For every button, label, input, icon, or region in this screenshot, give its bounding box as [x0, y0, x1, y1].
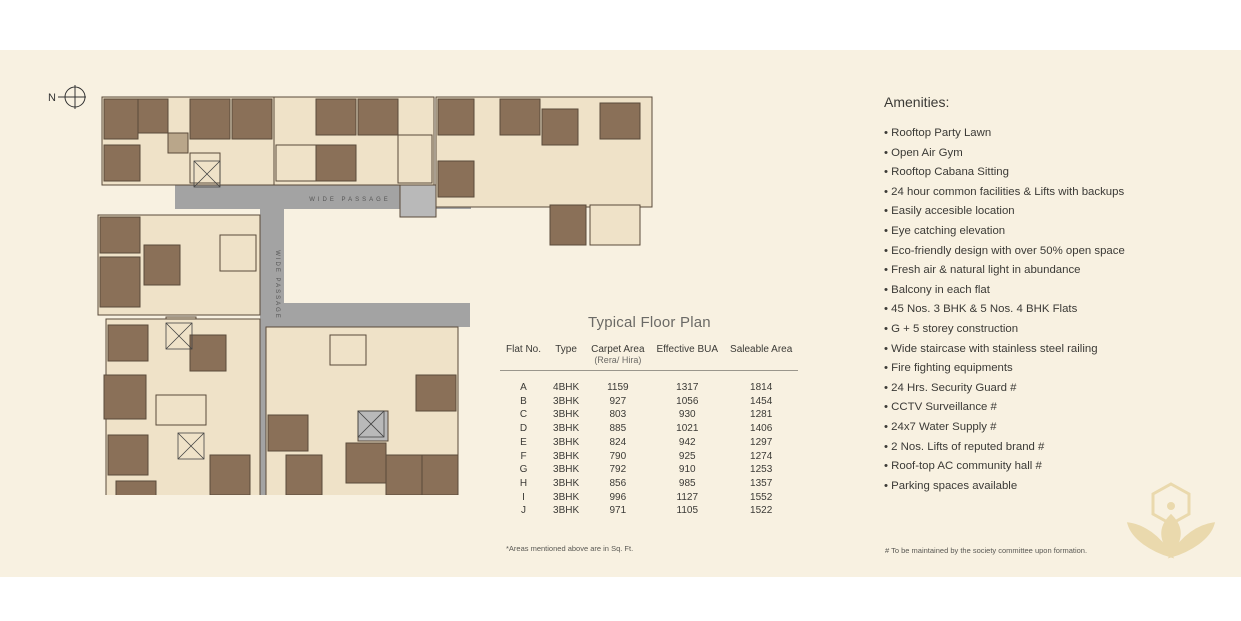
type-cell: 3BHK — [553, 395, 580, 407]
amenity-item: • Open Air Gym — [884, 144, 1125, 164]
corridor-label-vertical: WIDE PASSAGE — [274, 250, 280, 320]
table-header-row — [500, 342, 798, 371]
table-row — [500, 436, 798, 450]
amenity-item: • Rooftop Cabana Sitting — [884, 163, 1125, 183]
amenity-item: • Easily accesible location — [884, 202, 1125, 222]
carpet-area-cell: 856 — [609, 477, 627, 489]
flat-no-cell: B — [520, 395, 527, 407]
type-cell: 3BHK — [553, 423, 580, 435]
effective-bua-cell: 930 — [678, 409, 696, 421]
floor-plan-title: Typical Floor Plan — [588, 314, 711, 331]
amenity-item: • Parking spaces available — [884, 477, 1125, 497]
table-row — [500, 395, 798, 409]
carpet-area-cell: 792 — [609, 464, 627, 476]
saleable-area-cell: 1522 — [750, 505, 773, 517]
flat-no-cell: A — [520, 382, 527, 393]
type-cell: 3BHK — [553, 477, 580, 489]
maintenance-note: # To be maintained by the society committee upon formation. — [885, 546, 1088, 555]
saleable-area-cell: 1297 — [750, 436, 773, 448]
amenity-item: • CCTV Surveillance # — [884, 398, 1125, 418]
amenity-item: • G + 5 storey construction — [884, 320, 1125, 340]
amenity-item: • Eco-friendly design with over 50% open space — [884, 242, 1125, 262]
effective-bua-cell: 942 — [678, 436, 696, 448]
effective-bua-cell: 1021 — [676, 423, 699, 435]
effective-bua-cell: 910 — [678, 464, 696, 476]
carpet-area-cell: 803 — [609, 409, 627, 421]
table-row — [500, 463, 798, 477]
amenity-item: • 24 Hrs. Security Guard # — [884, 379, 1125, 399]
saleable-area-cell: 1281 — [750, 409, 773, 421]
table-row — [500, 450, 798, 464]
amenity-item: • Eye catching elevation — [884, 222, 1125, 242]
amenity-item: • Fresh air & natural light in abundance — [884, 261, 1125, 281]
header-carpet-area-sub: (Rera/ Hira) — [594, 355, 642, 365]
amenity-item: • 24 hour common facilities & Lifts with backups — [884, 183, 1125, 203]
header-saleable-area: Saleable Area — [724, 342, 798, 371]
amenities-list — [884, 124, 1125, 496]
carpet-area-cell: 996 — [609, 491, 627, 503]
carpet-area-cell: 971 — [609, 505, 627, 517]
corridor-label: WIDE PASSAGE — [309, 197, 391, 203]
flat-no-cell: D — [519, 423, 528, 435]
header-type: Type — [547, 342, 585, 371]
saleable-area-cell: 1552 — [750, 491, 773, 503]
table-row — [500, 491, 798, 505]
amenity-item: • 45 Nos. 3 BHK & 5 Nos. 4 BHK Flats — [884, 300, 1125, 320]
table-row — [500, 477, 798, 491]
type-cell: 3BHK — [553, 436, 580, 448]
type-cell: 3BHK — [553, 409, 580, 421]
type-cell: 3BHK — [553, 491, 580, 503]
flat-no-cell: E — [520, 436, 527, 448]
amenity-item: • Wide staircase with stainless steel railing — [884, 340, 1125, 360]
flat-block-top-right — [436, 97, 652, 245]
flat-block-top-left — [102, 97, 274, 185]
type-cell: 3BHK — [553, 464, 580, 476]
effective-bua-cell: 985 — [678, 477, 696, 489]
table-body — [500, 371, 798, 519]
effective-bua-cell: 1317 — [676, 382, 699, 393]
flat-no-cell: I — [522, 491, 525, 503]
carpet-area-cell: 885 — [609, 423, 627, 435]
table-row — [500, 422, 798, 436]
amenity-item: • Fire fighting equipments — [884, 359, 1125, 379]
carpet-area-cell: 1159 — [607, 382, 629, 393]
saleable-area-cell: 1357 — [750, 477, 773, 489]
carpet-area-cell: 790 — [609, 450, 627, 462]
amenity-item: • Roof-top AC community hall # — [884, 457, 1125, 477]
flat-no-cell: J — [521, 505, 526, 517]
saleable-area-cell: 1814 — [750, 382, 773, 393]
amenity-item: • 2 Nos. Lifts of reputed brand # — [884, 438, 1125, 458]
saleable-area-cell: 1253 — [750, 464, 773, 476]
table-row — [500, 371, 798, 395]
saleable-area-cell: 1406 — [750, 423, 773, 435]
header-flat-no: Flat No. — [500, 342, 547, 371]
amenity-item: • Rooftop Party Lawn — [884, 124, 1125, 144]
table-row — [500, 504, 798, 518]
amenity-item: • 24x7 Water Supply # — [884, 418, 1125, 438]
saleable-area-cell: 1454 — [750, 395, 773, 407]
type-cell: 3BHK — [553, 450, 580, 462]
north-label: N — [48, 92, 56, 104]
flat-no-cell: C — [519, 409, 528, 421]
type-cell: 4BHK — [553, 382, 580, 393]
effective-bua-cell: 1105 — [676, 505, 699, 517]
saleable-area-cell: 1274 — [750, 450, 773, 462]
amenity-item: • Balcony in each flat — [884, 281, 1125, 301]
header-carpet-area — [585, 342, 650, 371]
flat-no-cell: G — [519, 464, 528, 476]
effective-bua-cell: 925 — [678, 450, 696, 462]
header-carpet-area-label: Carpet Area — [591, 344, 645, 355]
flat-block-left-lower — [104, 319, 260, 495]
effective-bua-cell: 1056 — [676, 395, 699, 407]
effective-bua-cell: 1127 — [676, 491, 699, 503]
carpet-area-cell: 927 — [609, 395, 627, 407]
table-row — [500, 408, 798, 422]
flat-no-cell: H — [519, 477, 528, 489]
flat-area-table — [500, 342, 798, 518]
brand-logo-watermark-icon — [1125, 480, 1217, 562]
area-note: *Areas mentioned above are in Sq. Ft. — [506, 544, 634, 553]
flat-no-cell: F — [520, 450, 527, 462]
carpet-area-cell: 824 — [609, 436, 627, 448]
amenities-title: Amenities: — [884, 94, 950, 110]
header-effective-bua: Effective BUA — [651, 342, 725, 371]
type-cell: 3BHK — [553, 505, 580, 517]
